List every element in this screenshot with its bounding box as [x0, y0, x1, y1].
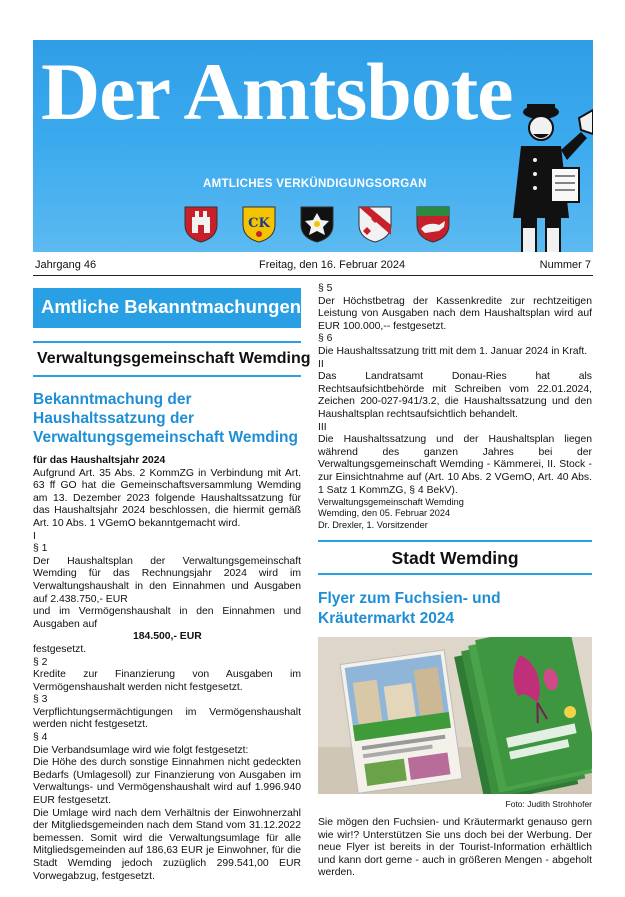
paragraph-6-heading: § 6: [318, 333, 333, 345]
paragraph-4-heading: § 4: [33, 732, 48, 744]
section-heading: Verwaltungsgemeinschaft Wemding: [33, 341, 301, 377]
paragraph-6-text: Die Haushaltssatzung tritt mit dem 1. Januar 2024 in Kraft.: [318, 345, 588, 357]
issue-bar: [33, 254, 593, 276]
roman-three: III: [318, 421, 327, 433]
left-column: [33, 288, 311, 883]
paragraph-1-text-2: und im Vermögenshaushalt in den Einnahmen und Ausgaben auf: [33, 606, 301, 630]
coat-of-arms-row: [183, 205, 451, 243]
svg-text:CK: CK: [248, 216, 270, 231]
paragraph-4-text-1: Die Verbandsumlage wird wie folgt festgesetzt:: [33, 744, 249, 756]
paragraph-1-heading: § 1: [33, 543, 48, 555]
issue-volume: Jahrgang 46: [35, 259, 97, 271]
flyer-article-title: Flyer zum Fuchsien- und Kräutermarkt 2024: [318, 589, 501, 627]
roman-two: II: [318, 358, 324, 370]
signature-date: Wemding, den 05. Februar 2024: [318, 508, 451, 519]
masthead-subtitle: AMTLICHES VERKÜNDIGUNGSORGAN: [203, 178, 427, 190]
paragraph-2-heading: § 2: [33, 656, 48, 668]
article-body: [33, 455, 301, 883]
paragraph-4-text-3: Die Umlage wird nach dem Verhältnis der Einwohnerzahl der Mitgliedsgemeinden nach dem Stand vom 31.12.2022 bemessen. Somit wird die Verwaltungsumlage für alle Mitgliedsgemeinden auf 186,63 EUR je Einwohner, für die Stadt Wemding jedoch zuzüglich 299.541,00 EUR Vorwegabzug, festgesetzt.: [33, 807, 301, 882]
masthead: [33, 40, 593, 252]
paragraph-1-end: festgesetzt.: [33, 643, 87, 655]
intro-paragraph: Aufgrund Art. 35 Abs. 2 KommZG in Verbindung mit Art. 63 ff GO hat die Gemeinschaftsversammlung Wemding am 13. Dezember 2023 folgende Haushaltssatzung für das Haushaltsjahr 2024 beschlossen, die hiermit gemäß Art. 10 Abs. 1 VGemO bekanntgemacht wird.: [33, 467, 301, 529]
paragraph-3-heading: § 3: [33, 694, 48, 706]
crest-fuenfstetten-icon: [183, 205, 219, 243]
flyer-photo-illustration-icon: [318, 637, 592, 794]
paragraph-3-text: Verpflichtungsermächtigungen im Vermögenshaushalt werden nicht festgesetzt.: [33, 706, 301, 731]
issue-number: Nummer 7: [539, 259, 591, 271]
article-continuation: [318, 283, 592, 497]
paragraph-5-heading: § 5: [318, 283, 333, 294]
crest-otting-icon: [299, 205, 335, 243]
signature-organization: Verwaltungsgemeinschaft Wemding: [318, 497, 464, 508]
signature-block: [318, 497, 592, 531]
roman-two-text: Das Landratsamt Donau-Ries hat als Rechtsaufsichtbehörde mit Schreiben vom 22.01.2024, Zeichen 200-027-941/3.2, die Haushaltssatzung und den Haushaltsplan rechtsaufsichtlich behandelt.: [318, 371, 592, 420]
right-column: [318, 283, 592, 880]
article-title: Bekanntmachung der Haushaltssatzung der Verwaltungsgemeinschaft Wemding: [33, 391, 298, 446]
town-crier-illustration-icon: [483, 98, 593, 252]
stadt-wemding-heading: Stadt Wemding: [318, 540, 592, 575]
paragraph-1-text: Der Haushaltsplan der Verwaltungsgemeinschaft Wemding für das Rechnungsjahr 2024 wird im Verwaltungshaushalt in den Einnahmen und Ausgaben auf 2.438.750,- EUR: [33, 555, 301, 605]
crest-wemding-icon: [357, 205, 393, 243]
photo-credit: Foto: Judith Strohhofer: [505, 798, 592, 809]
crest-wolferstadt-icon: [415, 205, 451, 243]
masthead-title: Der Amtsbote: [41, 46, 513, 137]
roman-one: I: [33, 530, 36, 542]
section-banner: Amtliche Bekanntmachungen: [33, 288, 301, 328]
year-line: für das Haushaltsjahr 2024: [33, 455, 166, 466]
paragraph-4-text-2: Die Höhe des durch sonstige Einnahmen nicht gedeckten Bedarfs (Umlagesoll) zur Finanzierung von Ausgaben im Verwaltungs- und Vermögenshaushalt wird auf 1.996.940 EUR festgesetzt.: [33, 757, 301, 807]
roman-three-text: Die Haushaltssatzung und der Haushaltsplan liegen während des ganzen Jahres bei der Verwaltungsgemeinschaft Wemding - Kämmerei, II. Stock - zur Einsichtnahme auf (Art. 10 Abs. 2 VGemO, Art. 40 Abs. 1 Satz 1 KommZG, § 4 BekV).: [318, 434, 592, 496]
paragraph-5-text: Der Höchstbetrag der Kassenkredite zur rechtzeitigen Leistung von Ausgaben nach dem Haushaltsplan wird auf EUR 100.000,-- festgesetzt.: [318, 295, 592, 332]
flyer-article-body: Sie mögen den Fuchsien- und Kräutermarkt genauso gern wie wir!? Unterstützen Sie uns doch bei der Werbung. Der neue Flyer ist bereits in der Tourist-Information erhältlich und kann dort gerne - auch in größeren Mengen - abgeholt werden.: [318, 816, 592, 879]
flyer-photo: [318, 637, 592, 794]
signature-name: Dr. Drexler, 1. Vorsitzender: [318, 519, 428, 530]
paragraph-1-amount: 184.500,- EUR: [133, 631, 202, 643]
paragraph-2-text: Kredite zur Finanzierung von Ausgaben im Vermögenshaushalt werden nicht festgesetzt.: [33, 669, 301, 693]
issue-date: Freitag, den 16. Februar 2024: [259, 259, 406, 271]
crest-huisheim-icon: [241, 205, 277, 243]
